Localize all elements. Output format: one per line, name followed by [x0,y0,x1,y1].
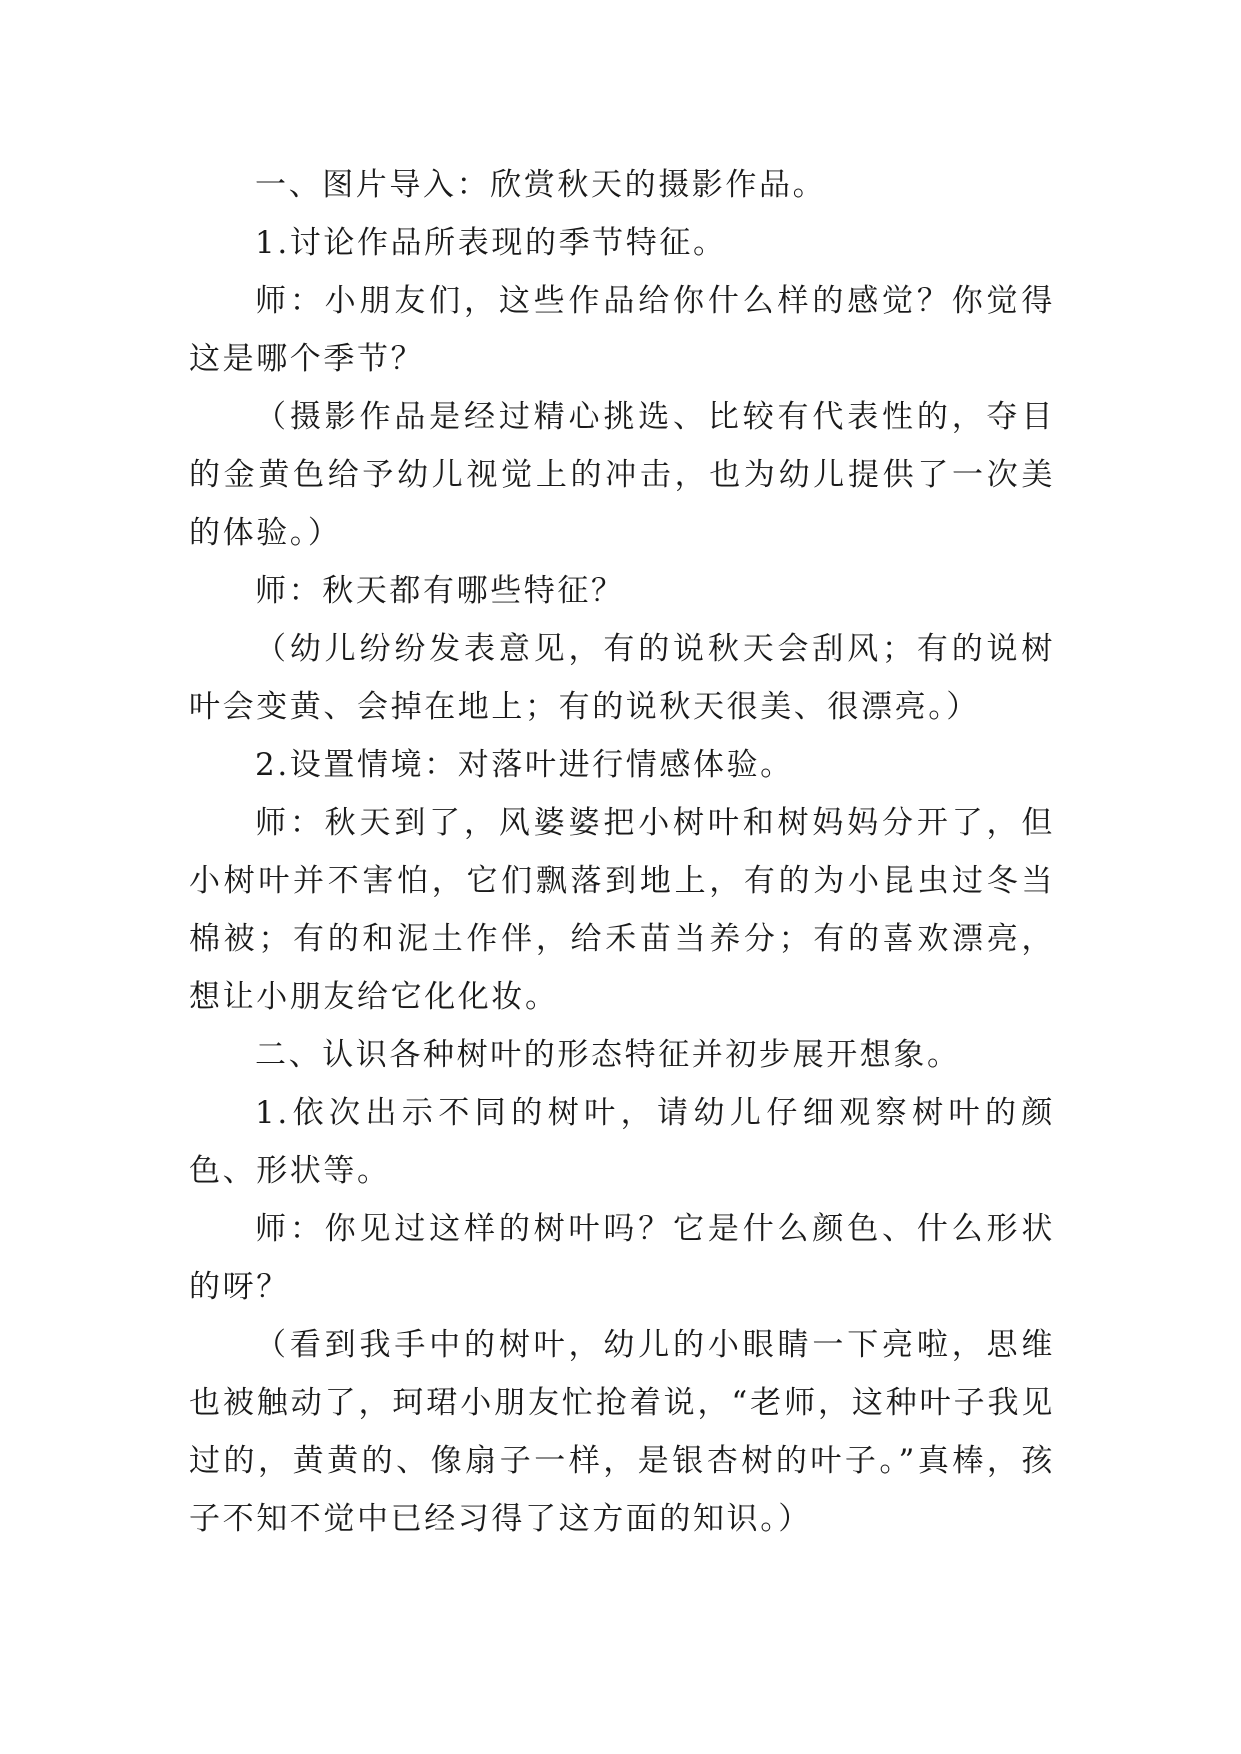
teacher-question-paragraph: 师：你见过这样的树叶吗？它是什么颜色、什么形状的呀？ [189,1211,1055,1305]
teacher-question-paragraph: 师：小朋友们，这些作品给你什么样的感觉？你觉得这是哪个季节？ [189,283,1055,377]
document-body [189,156,1055,1548]
teacher-narration-paragraph: 师：秋天到了，风婆婆把小树叶和树妈妈分开了，但小树叶并不害怕，它们飘落到地上，有的为小昆虫过冬当棉被；有的和泥土作伴，给禾苗当养分；有的喜欢漂亮，想让小朋友给它化化妆。 [189,805,1055,1015]
subsection-heading-2-1: 1.依次出示不同的树叶，请幼儿仔细观察树叶的颜色、形状等。 [189,1095,1055,1189]
subsection-heading-1-2: 2.设置情境：对落叶进行情感体验。 [255,747,794,783]
teacher-question-paragraph: 师：秋天都有哪些特征？ [255,573,625,609]
note-paragraph: （看到我手中的树叶，幼儿的小眼睛一下亮啦，思维也被触动了，珂珺小朋友忙抢着说，“老师，这种叶子我见过的，黄黄的、像扇子一样，是银杏树的叶子。”真棒，孩子不知不觉中已经习得了这方面的知识。） [189,1327,1055,1537]
note-paragraph: （幼儿纷纷发表意见，有的说秋天会刮风；有的说树叶会变黄、会掉在地上；有的说秋天很美、很漂亮。） [189,631,1055,725]
section-heading-1: 一、图片导入：欣赏秋天的摄影作品。 [255,167,827,203]
section-heading-2: 二、认识各种树叶的形态特征并初步展开想象。 [255,1037,961,1073]
subsection-heading-1-1: 1.讨论作品所表现的季节特征。 [255,225,727,261]
note-paragraph: （摄影作品是经过精心挑选、比较有代表性的，夺目的金黄色给予幼儿视觉上的冲击，也为幼儿提供了一次美的体验。） [189,399,1055,551]
